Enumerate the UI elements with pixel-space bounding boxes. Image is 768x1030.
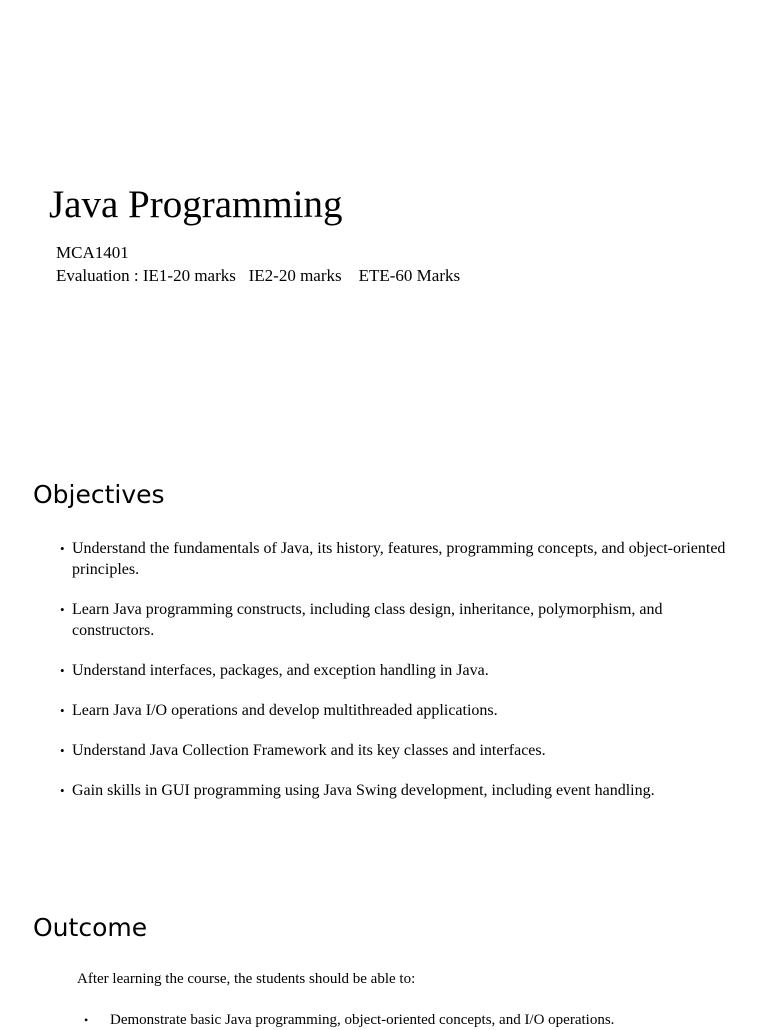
bullet-icon: • xyxy=(60,703,65,718)
bullet-icon: • xyxy=(60,663,65,678)
objective-text: Learn Java I/O operations and develop multithreaded applications. xyxy=(72,702,498,719)
objective-text: Gain skills in GUI programming using Java Swing development, including event handling. xyxy=(72,782,655,799)
outcome-text: Demonstrate basic Java programming, object-oriented concepts, and I/O operations. xyxy=(110,1012,615,1028)
course-code: MCA1401 xyxy=(56,243,129,262)
objective-text: Learn Java programming constructs, including class design, inheritance, polymorphism, and constructors. xyxy=(72,601,663,639)
list-item xyxy=(60,700,740,721)
bullet-icon: • xyxy=(60,743,65,758)
page-title: Java Programming xyxy=(49,183,343,226)
list-item xyxy=(60,660,740,681)
list-item xyxy=(60,740,740,761)
outcome-slide xyxy=(0,895,768,1028)
objective-text: Understand the fundamentals of Java, its history, features, programming concepts, and object-oriented principles. xyxy=(72,540,726,578)
outcome-heading: Outcome xyxy=(33,913,148,942)
objectives-heading: Objectives xyxy=(33,480,165,509)
title-slide xyxy=(0,0,768,440)
outcome-intro: After learning the course, the students should be able to: xyxy=(77,971,416,987)
bullet-icon: • xyxy=(60,541,65,556)
objective-text: Understand interfaces, packages, and exception handling in Java. xyxy=(72,662,489,679)
list-item xyxy=(60,780,740,801)
bullet-icon: • xyxy=(84,1013,89,1027)
objectives-slide xyxy=(0,460,768,860)
outcome-list xyxy=(84,1011,614,1030)
objective-text: Understand Java Collection Framework and its key classes and interfaces. xyxy=(72,742,546,759)
list-item xyxy=(84,1011,614,1030)
bullet-icon: • xyxy=(60,783,65,798)
list-item xyxy=(60,538,740,580)
list-item xyxy=(60,599,740,641)
evaluation-scheme: Evaluation : IE1-20 marks IE2-20 marks ETE-60 Marks xyxy=(56,266,461,285)
bullet-icon: • xyxy=(60,602,65,617)
objectives-list xyxy=(60,538,740,820)
